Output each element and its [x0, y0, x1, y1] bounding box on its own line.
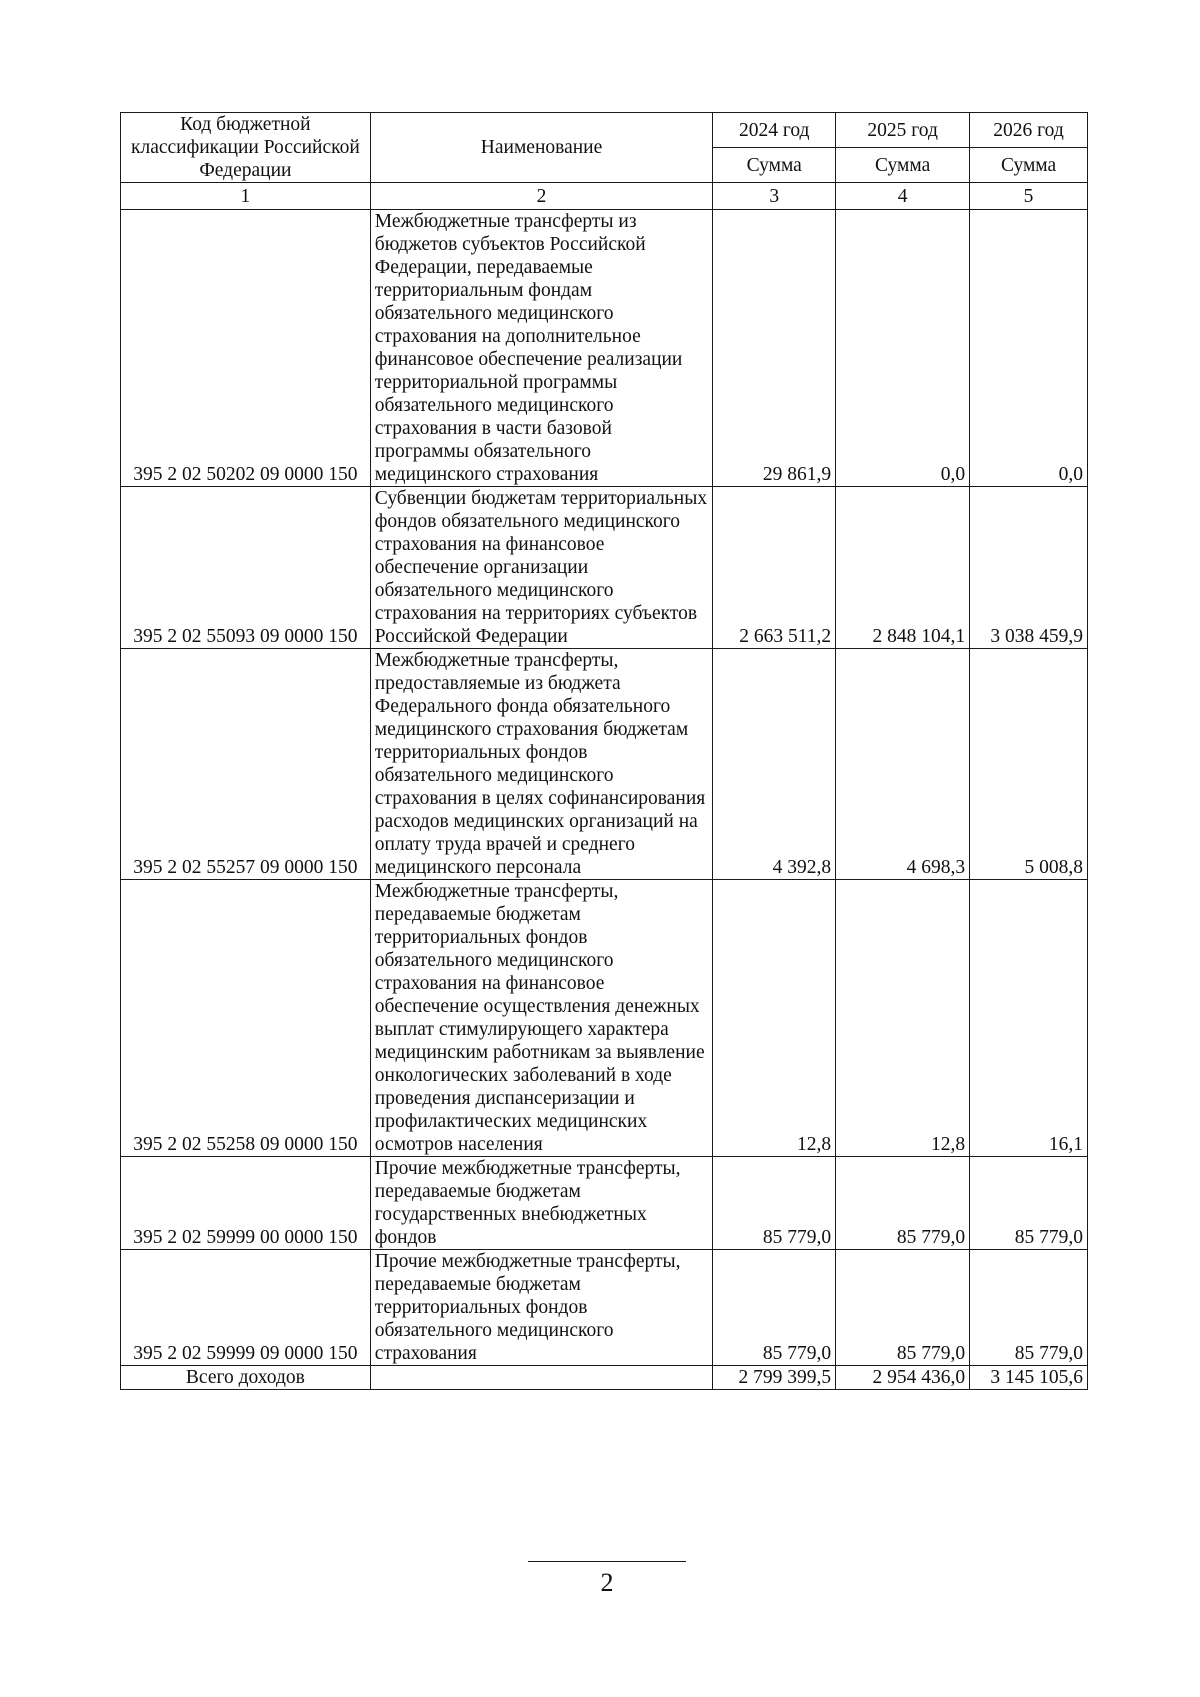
row-sum-2024: 12,8	[713, 880, 836, 1157]
row-sum-2026: 85 779,0	[970, 1250, 1088, 1366]
header-year-2025: 2025 год	[836, 113, 970, 148]
row-name: Межбюджетные трансферты, передаваемые бюджетам территориальных фондов обязательного медицинского страхования на финансовое обеспечение осуществления денежных выплат стимулирующего характера медицинским работникам за выявление онкологических заболеваний в ходе проведения диспансеризации и профилактических медицинских осмотров населения	[370, 880, 712, 1157]
row-sum-2026: 5 008,8	[970, 649, 1088, 880]
row-sum-2026: 85 779,0	[970, 1157, 1088, 1250]
table-row	[121, 880, 1088, 1157]
budget-revenue-table	[120, 112, 1088, 1390]
header-year-2024: 2024 год	[713, 113, 836, 148]
column-number-4: 4	[836, 183, 970, 210]
header-code: Код бюджетной классификации Российской Федерации	[121, 113, 371, 183]
row-sum-2024: 4 392,8	[713, 649, 836, 880]
row-code: 395 2 02 55093 09 0000 150	[121, 487, 371, 649]
table-row	[121, 210, 1088, 487]
row-code: 395 2 02 59999 09 0000 150	[121, 1250, 371, 1366]
table-row	[121, 487, 1088, 649]
row-sum-2025: 0,0	[836, 210, 970, 487]
row-name: Субвенции бюджетам территориальных фондов обязательного медицинского страхования на финансовое обеспечение организации обязательного медицинского страхования на территориях субъектов Российской Федерации	[370, 487, 712, 649]
header-name: Наименование	[370, 113, 712, 183]
header-sum-2024: Сумма	[713, 148, 836, 183]
row-code: 395 2 02 55258 09 0000 150	[121, 880, 371, 1157]
total-sum-2025: 2 954 436,0	[836, 1366, 970, 1390]
row-code: 395 2 02 55257 09 0000 150	[121, 649, 371, 880]
column-number-3: 3	[713, 183, 836, 210]
header-sum-2026: Сумма	[970, 148, 1088, 183]
table-row	[121, 1250, 1088, 1366]
row-code: 395 2 02 50202 09 0000 150	[121, 210, 371, 487]
table-row	[121, 1157, 1088, 1250]
row-code: 395 2 02 59999 00 0000 150	[121, 1157, 371, 1250]
total-label: Всего доходов	[121, 1366, 371, 1390]
header-sum-2025: Сумма	[836, 148, 970, 183]
column-number-2: 2	[370, 183, 712, 210]
row-sum-2024: 85 779,0	[713, 1250, 836, 1366]
row-sum-2025: 85 779,0	[836, 1250, 970, 1366]
row-name: Межбюджетные трансферты из бюджетов субъектов Российской Федерации, передаваемые территориальным фондам обязательного медицинского страхования на дополнительное финансовое обеспечение реализации территориальной программы обязательного медицинского страхования в части базовой программы обязательного медицинского страхования	[370, 210, 712, 487]
total-sum-2024: 2 799 399,5	[713, 1366, 836, 1390]
row-sum-2025: 4 698,3	[836, 649, 970, 880]
row-sum-2025: 85 779,0	[836, 1157, 970, 1250]
total-row	[121, 1366, 1088, 1390]
row-sum-2026: 16,1	[970, 880, 1088, 1157]
row-sum-2024: 85 779,0	[713, 1157, 836, 1250]
row-sum-2026: 3 038 459,9	[970, 487, 1088, 649]
row-sum-2026: 0,0	[970, 210, 1088, 487]
row-sum-2024: 2 663 511,2	[713, 487, 836, 649]
column-number-5: 5	[970, 183, 1088, 210]
total-name	[370, 1366, 712, 1390]
row-name: Межбюджетные трансферты, предоставляемые из бюджета Федерального фонда обязательного медицинского страхования бюджетам территориальных фондов обязательного медицинского страхования в целях софинансирования расходов медицинских организаций на оплату труда врачей и среднего медицинского персонала	[370, 649, 712, 880]
column-number-1: 1	[121, 183, 371, 210]
row-sum-2024: 29 861,9	[713, 210, 836, 487]
table-row	[121, 649, 1088, 880]
row-name: Прочие межбюджетные трансферты, передаваемые бюджетам государственных внебюджетных фондов	[370, 1157, 712, 1250]
row-name: Прочие межбюджетные трансферты, передаваемые бюджетам территориальных фондов обязательного медицинского страхования	[370, 1250, 712, 1366]
page-number: 2	[600, 1568, 614, 1597]
row-sum-2025: 2 848 104,1	[836, 487, 970, 649]
total-sum-2026: 3 145 105,6	[970, 1366, 1088, 1390]
header-year-2026: 2026 год	[970, 113, 1088, 148]
footer-divider	[528, 1561, 686, 1562]
row-sum-2025: 12,8	[836, 880, 970, 1157]
